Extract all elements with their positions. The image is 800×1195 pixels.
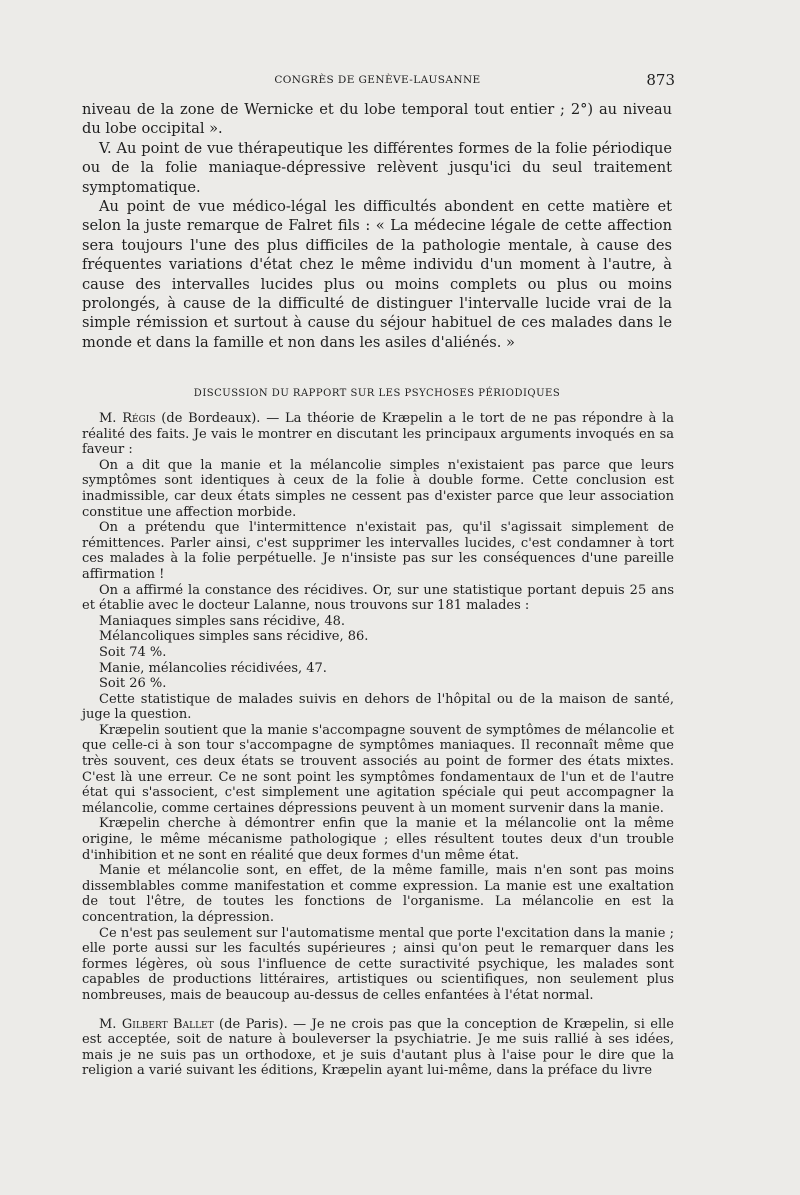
section-heading: DISCUSSION DU RAPPORT SUR LES PSYCHOSES PÉRIODIQUES [193, 388, 561, 399]
report-paragraph: V. Au point de vue thérapeutique les différentes formes de la folie périodique ou de la folie maniaque-dépressive relèvent jusqu'ici du seul traitement symptomatique. [82, 139, 672, 196]
speaker-prefix: M. [99, 411, 123, 426]
running-head [80, 71, 675, 94]
discussion-paragraph: Manie et mélancolie sont, en effet, de la même famille, mais n'en sont pas moins dissemblables comme manifestation et comme expression. La manie est une exaltation de tout l'être, de toutes les fonctions de l'organisme. La mélancolie en est la concentration, la dépression. [82, 863, 674, 925]
running-title: CONGRÈS DE GENÈVE-LAUSANNE [274, 74, 481, 86]
speaker-text: (de Bordeaux). — La théorie de Kræpelin a le tort de ne pas répondre à la réalité des faits. Je vais le montrer en discutant les principaux arguments invoqués en sa faveur : [82, 411, 675, 458]
page-number: 873 [646, 71, 675, 89]
discussion-paragraph: Kræpelin cherche à démontrer enfin que la manie et la mélancolie ont la même origine, le même mécanisme pathologique ; elles résultent toutes deux d'un trouble d'inhibition et ne sont en réalité que deux formes d'un même état. [82, 816, 674, 863]
speaker-name: Régis [122, 411, 156, 426]
discussion-paragraph: Cette statistique de malades suivis en dehors de l'hôpital ou de la maison de santé, juge la question. [82, 691, 674, 723]
discussion-paragraph: Kræpelin soutient que la manie s'accompagne souvent de symptômes de mélancolie et que celle-ci à son tour s'accompagne de symptômes maniaques. Il reconnaît même que très souvent, ces deux états se trouvent associés au point de former des états mixtes. C'est là une erreur. Ce ne sont point les symptômes fondamentaux de l'un et de l'autre état qui s'associent, c'est simplement une agitation spéciale qui peut accompagner la mélancolie, comme certaines dépressions peuvent à un moment survenir dans la manie. [82, 722, 674, 816]
statistic-line: Mélancoliques simples sans récidive, 86. [99, 629, 369, 645]
statistic-line: Soit 74 %. [99, 644, 167, 660]
report-conclusion [82, 100, 672, 352]
speaker-prefix: M. [99, 1016, 122, 1032]
discussion-paragraph: On a prétendu que l'intermittence n'existait pas, qu'il s'agissait simplement de rémittences. Parler ainsi, c'est supprimer les intervalles lucides, c'est condamner à tort ces malades à la folie perpétuelle. Je n'insiste pas sur les conséquences d'une pareille affirmation ! [82, 520, 674, 582]
statistic-line: Manie, mélancolies récidivées, 47. [99, 660, 327, 676]
report-paragraph: Au point de vue médico-légal les difficultés abondent en cette matière et selon la juste remarque de Falret fils : « La médecine légale de cette affection sera toujours l'une des plus difficiles de la pathologie mentale, à cause des fréquentes variations d'état chez le même individu d'un moment à l'autre, à cause des intervalles lucides plus ou moins complets ou plus ou moins prolongés, à cause de la difficulté de distinguer l'intervalle lucide vrai de la simple rémission et surtout à cause du séjour habituel de ces malades dans le monde et dans la famille et non dans les asiles d'aliénés. » [82, 198, 672, 351]
paragraph-gap [82, 1004, 674, 1017]
discussion-text [82, 411, 674, 1079]
speaker-text: (de Paris). — Je ne crois pas que la conception de Kræpelin, si elle est acceptée, soit de nature à bouleverser la psychiatrie. Je me suis rallié à ses idées, mais je ne suis pas un orthodoxe, et je suis d'autant plus à l'aise pour le dire que la religion a varié suivant les éditions, Kræpelin ayant lui-même, dans la préface du livre [82, 1016, 674, 1079]
speaker-paragraph [82, 1017, 674, 1079]
report-paragraph: niveau de la zone de Wernicke et du lobe temporal tout entier ; 2°) au niveau du lobe occipital ». [82, 101, 672, 138]
discussion-paragraph: On a affirmé la constance des récidives. Or, sur une statistique portant depuis 25 ans et établie avec le docteur Lalanne, nous trouvons sur 181 malades : [82, 582, 674, 614]
discussion-paragraph: On a dit que la manie et la mélancolie simples n'existaient pas parce que leurs symptômes sont identiques à ceux de la folie à double forme. Cette conclusion est inadmissible, car deux états simples ne cessent pas d'exister parce que leur association constitue une affection morbide. [82, 457, 674, 520]
speaker-name: Gilbert Ballet [121, 1016, 214, 1032]
statistic-line: Soit 26 %. [99, 676, 167, 692]
statistic-line: Maniaques simples sans récidive, 48. [99, 613, 346, 629]
speaker-paragraph [82, 411, 674, 458]
discussion-paragraph: Ce n'est pas seulement sur l'automatisme mental que porte l'excitation dans la manie ; elle porte aussi sur les facultés supérieures ; ainsi qu'on peut le remarquer dans les formes légères, où sous l'influence de cette suractivité psychique, les malades sont capables de productions littéraires, artistiques ou scientifiques, non seulement plus nombreuses, mais de beaucoup au-dessus de celles enfantées à l'état normal. [82, 925, 674, 1003]
